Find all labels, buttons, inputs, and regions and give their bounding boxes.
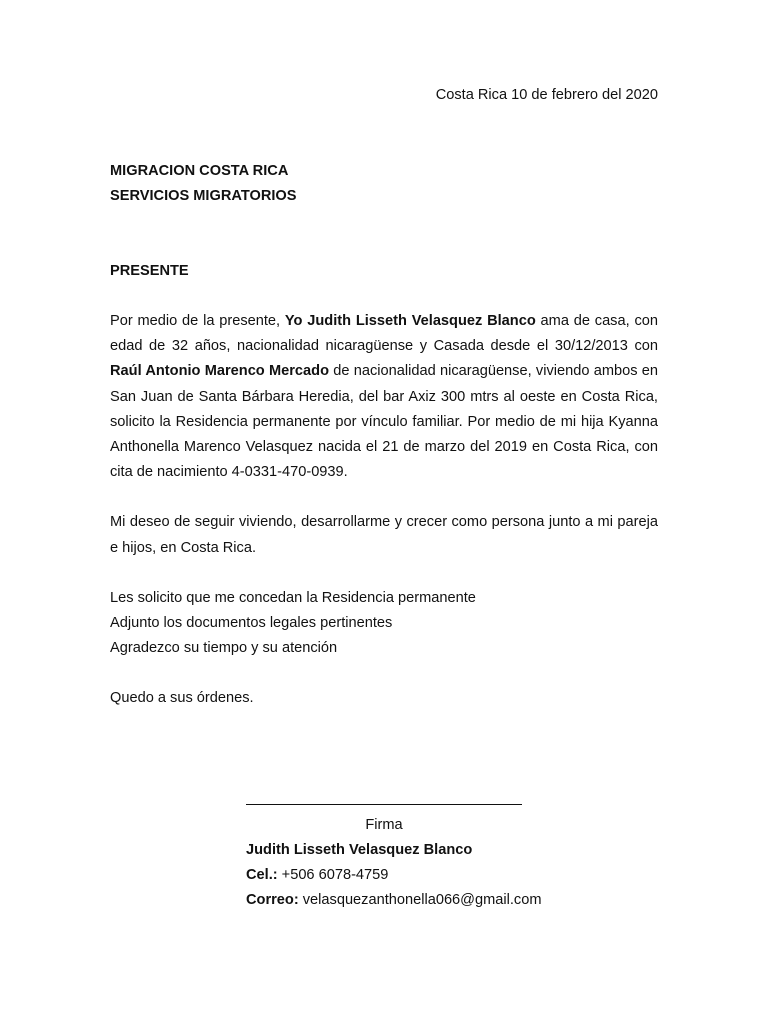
recipient-line-1: MIGRACION COSTA RICA xyxy=(110,163,289,179)
signer-email xyxy=(246,888,576,913)
request-line-2: Adjunto los documentos legales pertinentes xyxy=(110,615,393,632)
paragraph-1-text-2: ama de casa, con edad de 32 años, nacionalidad nicaragüense y Casada desde el 30/12/2013 con xyxy=(110,313,658,355)
signer-name: Judith Lisseth Velasquez Blanco xyxy=(246,842,473,858)
letter-date: Costa Rica 10 de febrero del 2020 xyxy=(435,87,658,103)
letter-body xyxy=(110,309,658,712)
signature-block xyxy=(246,790,576,913)
signature-label: Firma xyxy=(365,817,403,833)
request-lines xyxy=(110,586,658,662)
closing-line: Quedo a sus órdenes. xyxy=(110,690,254,707)
paragraph-2: Mi deseo de seguir viviendo, desarrollarme y crecer como persona junto a mi pareja e hijos, en Costa Rica. xyxy=(110,514,658,556)
phone-label: Cel.: xyxy=(246,867,278,883)
applicant-name-bold: Yo Judith Lisseth Velasquez Blanco xyxy=(284,313,536,329)
email-value: velasquezanthonella066@gmail.com xyxy=(298,892,542,908)
request-line-1: Les solicito que me concedan la Residencia permanente xyxy=(110,589,476,606)
salutation: PRESENTE xyxy=(110,263,189,279)
email-label: Correo: xyxy=(246,892,299,908)
paragraph-1-text-3: de nacionalidad nicaragüense, viviendo ambos en San Juan de Santa Bárbara Heredia, del bar Axiz 300 mtrs al oeste en Costa Rica, solicito la Residencia permanente por vínculo familiar. Por medio de mi hija Kyanna Anthonella Marenco Velasquez nacida el 21 de marzo del 2019 en Costa Rica, con cita de nacimiento 4-0331-470-0939. xyxy=(110,363,658,481)
phone-value: +506 6078-4759 xyxy=(277,867,389,883)
paragraph-1 xyxy=(110,309,658,485)
signature-line xyxy=(246,790,522,805)
paragraph-1-text-1: Por medio de la presente, xyxy=(110,313,285,329)
signer-phone xyxy=(246,863,576,888)
recipient-block xyxy=(110,159,297,209)
spouse-name-bold: Raúl Antonio Marenco Mercado xyxy=(110,363,329,380)
recipient-line-2: SERVICIOS MIGRATORIOS xyxy=(110,188,297,204)
request-line-3: Agradezco su tiempo y su atención xyxy=(110,640,338,657)
